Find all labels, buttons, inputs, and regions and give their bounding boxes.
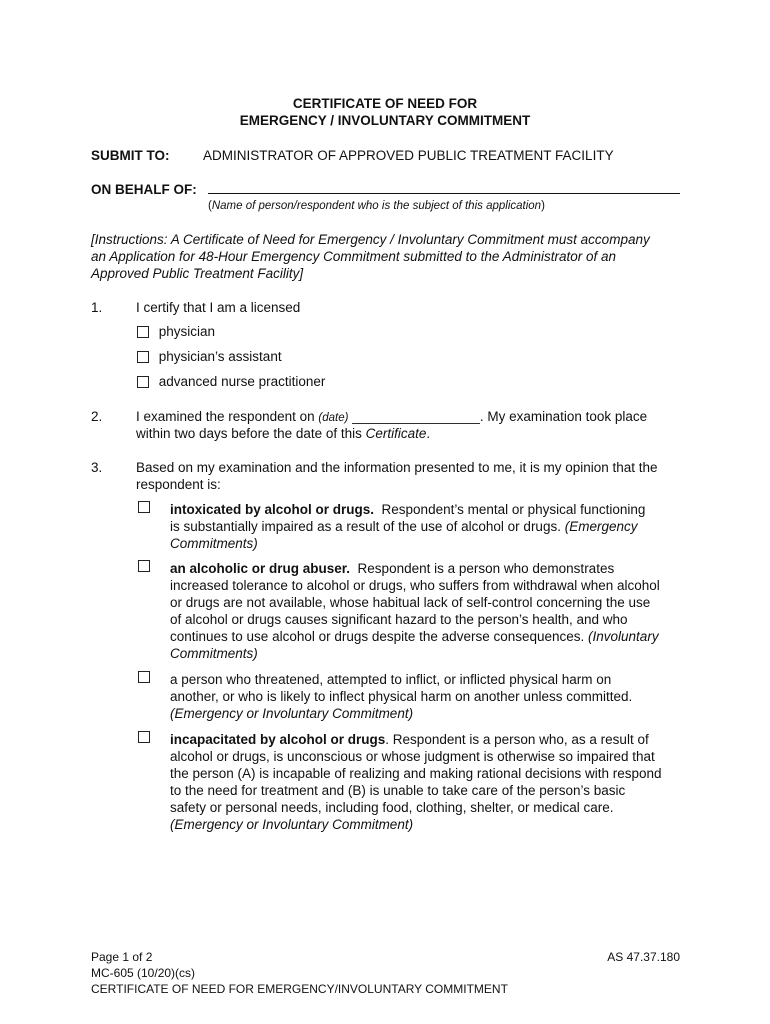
physician-assistant-label: physician’s assistant <box>158 349 282 364</box>
threatened-harm-line3: (Emergency or Involuntary Commitment) <box>170 706 414 721</box>
nurse-practitioner-checkbox[interactable] <box>137 376 149 388</box>
intoxicated-checkbox[interactable] <box>138 501 150 513</box>
instructions-line1: [Instructions: A Certificate of Need for Emergency / Involuntary Commitment must accompany <box>91 232 650 247</box>
alcoholic-option-line2: increased tolerance to alcohol or drugs, who suffers from withdrawal when alcohol <box>170 578 660 593</box>
item3-line2: respondent is: <box>136 477 221 492</box>
statute-reference: AS 47.37.180 <box>607 950 680 964</box>
on-behalf-of-label: ON BEHALF OF: <box>91 182 197 197</box>
alcoholic-option-line1: an alcoholic or drug abuser. Respondent is a person who demonstrates <box>170 561 615 576</box>
intoxicated-option-line3: Commitments) <box>170 536 258 551</box>
form-title-line2: EMERGENCY / INVOLUNTARY COMMITMENT <box>239 113 531 128</box>
physician-label: physician <box>158 324 216 339</box>
instructions-line2: an Application for 48-Hour Emergency Commitment submitted to the Administrator of an <box>91 249 616 264</box>
item2-line1: I examined the respondent on (date) _________________. My examination took place <box>136 409 648 424</box>
intoxicated-option-line1: intoxicated by alcohol or drugs. Respondent’s mental or physical functioning <box>170 502 646 517</box>
threatened-harm-checkbox[interactable] <box>138 671 150 683</box>
incapacitated-checkbox[interactable] <box>138 731 150 743</box>
footer-form-title: CERTIFICATE OF NEED FOR EMERGENCY/INVOLUNTARY COMMITMENT <box>91 982 508 996</box>
form-title-line1: CERTIFICATE OF NEED FOR <box>292 96 478 111</box>
submit-to-label: SUBMIT TO: <box>91 148 170 163</box>
nurse-practitioner-option <box>137 373 325 390</box>
alcoholic-option-line6: Commitments) <box>170 646 258 661</box>
incapacitated-line2: alcohol or drugs, is unconscious or whose judgment is otherwise so impaired that <box>170 749 655 764</box>
item3-line1: Based on my examination and the information presented to me, it is my opinion that the <box>136 460 658 475</box>
respondent-name-field[interactable] <box>208 193 680 194</box>
physician-assistant-checkbox[interactable] <box>137 351 149 363</box>
item1-number: 1. <box>91 300 103 315</box>
incapacitated-line1: incapacitated by alcohol or drugs. Respondent is a person who, as a result of <box>170 732 649 747</box>
incapacitated-line4: to the need for treatment and (B) is unable to take care of the person’s basic <box>170 783 626 798</box>
incapacitated-line6: (Emergency or Involuntary Commitment) <box>170 817 414 832</box>
respondent-name-hint: (Name of person/respondent who is the subject of this application) <box>208 200 545 212</box>
incapacitated-line5: safety or personal needs, including food, clothing, shelter, or medical care. <box>170 800 614 815</box>
item3-number: 3. <box>91 460 103 475</box>
alcoholic-option-line3: or drugs are not available, whose habitual lack of self-control concerning the use <box>170 595 651 610</box>
submit-to-value: ADMINISTRATOR OF APPROVED PUBLIC TREATMENT FACILITY <box>203 148 614 163</box>
form-id: MC-605 (10/20)(cs) <box>91 966 196 980</box>
physician-option <box>137 323 215 340</box>
physician-assistant-option <box>137 348 282 365</box>
alcoholic-checkbox[interactable] <box>138 560 150 572</box>
incapacitated-line3: the person (A) is incapable of realizing and making rational decisions with respond <box>170 766 662 781</box>
nurse-practitioner-label: advanced nurse practitioner <box>158 374 326 389</box>
intoxicated-option-line2: is substantially impaired as a result of the use of alcohol or drugs. (Emergency <box>170 519 638 534</box>
alcoholic-option-line4: of alcohol or drugs causes significant hazard to the person’s health, and who <box>170 612 628 627</box>
threatened-harm-line2: another, or who is likely to inflect physical harm on another unless committed. <box>170 689 633 704</box>
item2-line2: within two days before the date of this Certificate. <box>136 426 431 441</box>
threatened-harm-line1: a person who threatened, attempted to inflict, or inflicted physical harm on <box>170 672 612 687</box>
item2-number: 2. <box>91 409 103 424</box>
exam-date-field[interactable]: _________________ <box>348 409 480 424</box>
instructions-line3: Approved Public Treatment Facility] <box>91 266 304 281</box>
alcoholic-option-line5: continues to use alcohol or drugs despite the adverse consequences. (Involuntary <box>170 629 659 644</box>
item1-text: I certify that I am a licensed <box>136 300 301 315</box>
physician-checkbox[interactable] <box>137 326 149 338</box>
page-number: Page 1 of 2 <box>91 950 153 964</box>
